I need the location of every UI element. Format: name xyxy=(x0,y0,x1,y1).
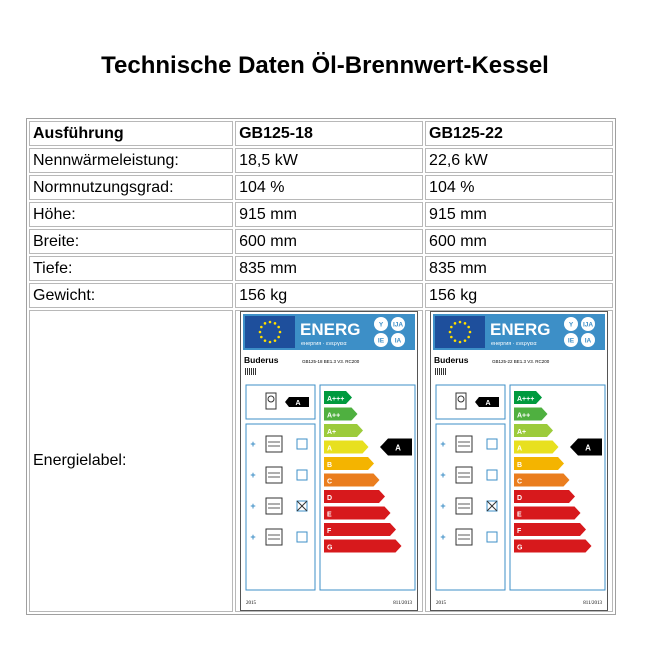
scale-bar-label: F xyxy=(517,528,522,535)
scale-bar-label: A++ xyxy=(517,412,531,420)
row-label: Normnutzungsgrad: xyxy=(29,175,233,200)
scale-bar xyxy=(514,474,570,487)
header-cell-ausfuehrung: Ausführung xyxy=(29,121,233,146)
radiator-icon xyxy=(247,368,248,375)
hot-water-tank-icon xyxy=(456,467,472,483)
radiator-icon xyxy=(437,368,438,375)
scale-bar-label: A+ xyxy=(517,429,527,436)
system-class-text: A xyxy=(585,443,591,453)
eu-star-icon xyxy=(449,331,452,334)
row-value: 835 mm xyxy=(235,256,423,281)
eu-star-icon xyxy=(279,331,282,334)
lang-code: IA xyxy=(394,337,402,345)
header-cell-model-2: GB125-22 xyxy=(425,121,613,146)
row-label: Höhe: xyxy=(29,202,233,227)
radiator-icon xyxy=(245,368,246,375)
row-value: 915 mm xyxy=(425,202,613,227)
lang-code: Y xyxy=(378,321,384,329)
scale-bar xyxy=(324,507,391,520)
eu-star-icon xyxy=(464,322,467,325)
plus-icon: + xyxy=(440,501,446,511)
scale-bar xyxy=(514,507,581,520)
scale-bar-label: D xyxy=(517,495,523,502)
eu-star-icon xyxy=(260,336,263,339)
option-checkbox xyxy=(297,439,307,449)
row-label: Nennwärmeleistung: xyxy=(29,148,233,173)
table-row xyxy=(29,175,613,200)
energy-label-image-2 xyxy=(430,311,608,611)
scale-bar-label: G xyxy=(327,544,333,552)
radiator-icon xyxy=(441,368,442,375)
eu-star-icon xyxy=(450,326,453,329)
scale-bar-label: C xyxy=(327,478,333,486)
row-label-energielabel: Energielabel: xyxy=(29,310,233,612)
radiator-icon xyxy=(249,368,250,375)
plus-icon: + xyxy=(440,439,446,449)
eu-star-icon xyxy=(467,336,470,339)
radiator-icon xyxy=(251,368,252,375)
brand-name: Buderus xyxy=(244,355,279,365)
plus-icon: + xyxy=(250,501,256,511)
row-value: 156 kg xyxy=(425,283,613,308)
lang-code: IE xyxy=(567,337,575,345)
scale-bar xyxy=(514,540,592,553)
row-value: 600 mm xyxy=(425,229,613,254)
row-value: 915 mm xyxy=(235,202,423,227)
energy-label-row xyxy=(29,310,613,612)
footer-left: 2015 xyxy=(246,601,257,606)
row-label: Gewicht: xyxy=(29,283,233,308)
boiler-icon xyxy=(456,393,466,409)
radiator-icon xyxy=(253,368,254,375)
scale-bar-label: E xyxy=(327,511,332,519)
scale-bar xyxy=(324,490,385,503)
scale-bar-label: C xyxy=(517,478,523,486)
plus-icon: + xyxy=(250,470,256,480)
table-row xyxy=(29,202,613,227)
radiator-icon xyxy=(439,368,440,375)
controller-icon xyxy=(266,498,282,514)
scale-bar xyxy=(324,523,396,536)
lang-code: IJA xyxy=(582,321,594,329)
eu-star-icon xyxy=(277,326,280,329)
lang-code: IA xyxy=(584,337,592,345)
heater-class-text: A xyxy=(485,400,491,407)
boiler-icon xyxy=(266,393,276,409)
table-row xyxy=(29,283,613,308)
option-checkbox xyxy=(487,470,497,480)
scale-bar-label: A xyxy=(327,445,333,453)
eu-star-icon xyxy=(277,336,280,339)
eu-star-icon xyxy=(260,326,263,329)
eu-star-icon xyxy=(454,322,457,325)
boiler-small-icon xyxy=(456,529,472,545)
hot-water-tank-icon xyxy=(266,467,282,483)
table-header-row xyxy=(29,121,613,146)
eu-star-icon xyxy=(464,339,467,342)
plus-icon: + xyxy=(440,470,446,480)
plus-icon: + xyxy=(250,439,256,449)
page-title: Technische Daten Öl-Brennwert-Kessel xyxy=(101,52,549,79)
radiator-icon xyxy=(443,368,444,375)
eu-star-icon xyxy=(264,322,267,325)
option-checkbox xyxy=(487,532,497,542)
lang-code: Y xyxy=(568,321,574,329)
scale-bar xyxy=(324,474,380,487)
plus-icon: + xyxy=(250,532,256,542)
energy-subtitle: енергия · ενεργεια xyxy=(491,341,537,347)
boiler-small-icon xyxy=(266,529,282,545)
scale-bar-label: G xyxy=(517,544,523,552)
energy-subtitle: енергия · ενεργεια xyxy=(301,341,347,347)
energy-label-cell-2 xyxy=(425,310,613,612)
scale-bar-label: B xyxy=(517,462,523,469)
model-code: GB125-18 BE1.3 V3. RC200 xyxy=(302,359,360,364)
scale-bar-label: E xyxy=(517,511,522,519)
scale-bar-label: F xyxy=(327,528,332,535)
energy-word: ENERG xyxy=(300,320,361,339)
row-value: 18,5 kW xyxy=(235,148,423,173)
scale-bar-label: A++ xyxy=(327,412,341,420)
eu-star-icon xyxy=(459,341,462,344)
heater-class-text: A xyxy=(295,400,301,407)
eu-star-icon xyxy=(467,326,470,329)
eu-star-icon xyxy=(454,339,457,342)
energy-label-image-1 xyxy=(240,311,418,611)
solar-collector-icon xyxy=(266,436,282,452)
scale-bar-label: D xyxy=(327,495,333,502)
footer-right: 811/2013 xyxy=(583,601,603,606)
scale-bar xyxy=(514,523,586,536)
row-label: Breite: xyxy=(29,229,233,254)
eu-star-icon xyxy=(274,322,277,325)
scale-bar-label: A+++ xyxy=(517,396,535,403)
controller-icon xyxy=(456,498,472,514)
eu-star-icon xyxy=(274,339,277,342)
scale-bar-label: B xyxy=(327,462,333,469)
option-checkbox xyxy=(297,532,307,542)
scale-bar xyxy=(324,540,402,553)
eu-star-icon xyxy=(469,331,472,334)
scale-bar xyxy=(514,490,575,503)
table-row xyxy=(29,256,613,281)
lang-code: IJA xyxy=(393,321,404,329)
table-row xyxy=(29,229,613,254)
brand-name: Buderus xyxy=(434,355,469,365)
lang-code: IE xyxy=(378,337,385,345)
eu-star-icon xyxy=(459,321,462,324)
footer-left: 2015 xyxy=(436,601,447,606)
eu-star-icon xyxy=(450,336,453,339)
eu-star-icon xyxy=(269,321,272,324)
radiator-icon xyxy=(435,368,436,375)
row-value: 835 mm xyxy=(425,256,613,281)
plus-icon: + xyxy=(440,532,446,542)
model-code: GB125-22 BE1.3 V3. RC200 xyxy=(492,359,550,364)
header-cell-model-1: GB125-18 xyxy=(235,121,423,146)
radiator-icon xyxy=(255,368,256,375)
row-label: Tiefe: xyxy=(29,256,233,281)
row-value: 104 % xyxy=(235,175,423,200)
row-value: 22,6 kW xyxy=(425,148,613,173)
row-value: 600 mm xyxy=(235,229,423,254)
eu-star-icon xyxy=(259,331,262,334)
radiator-icon xyxy=(445,368,446,375)
table-row xyxy=(29,148,613,173)
scale-bar-label: A+++ xyxy=(327,396,345,403)
scale-bar-label: A xyxy=(517,445,523,453)
eu-star-icon xyxy=(269,341,272,344)
row-value: 104 % xyxy=(425,175,613,200)
option-checkbox xyxy=(487,439,497,449)
eu-star-icon xyxy=(264,339,267,342)
footer-right: 811/2013 xyxy=(393,601,413,606)
energy-label-cell-1 xyxy=(235,310,423,612)
scale-bar-label: A+ xyxy=(327,429,337,436)
row-value: 156 kg xyxy=(235,283,423,308)
option-checkbox xyxy=(297,470,307,480)
solar-collector-icon xyxy=(456,436,472,452)
system-class-text: A xyxy=(395,443,401,453)
spec-table xyxy=(26,118,616,615)
energy-word: ENERG xyxy=(490,320,551,339)
